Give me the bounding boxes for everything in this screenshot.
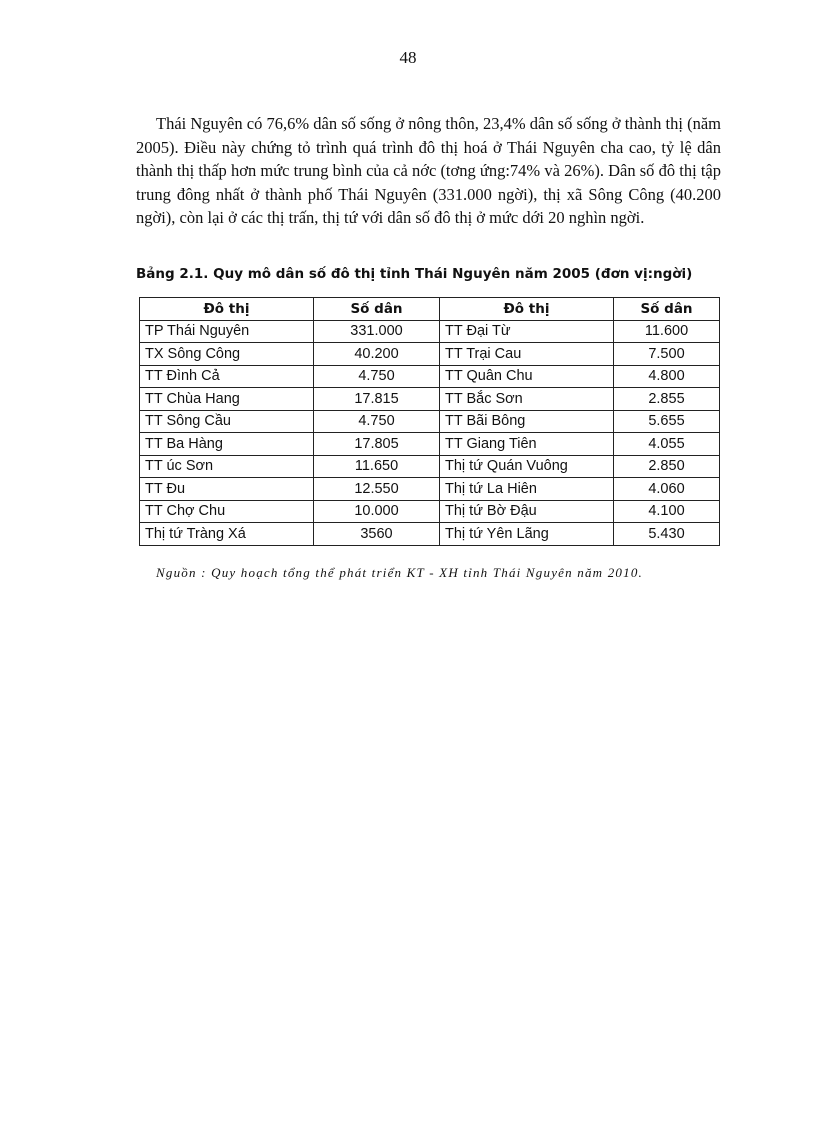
cell-urban-area: TT Sông Cầu (140, 410, 314, 433)
population-table (139, 297, 720, 546)
header-population-2: Số dân (614, 298, 720, 321)
cell-urban-area: TT Chùa Hang (140, 388, 314, 411)
cell-population: 10.000 (314, 500, 440, 523)
cell-population: 17.815 (314, 388, 440, 411)
cell-population: 5.430 (614, 523, 720, 546)
table-row (140, 410, 720, 433)
cell-population: 2.855 (614, 388, 720, 411)
table-row (140, 433, 720, 456)
cell-urban-area: TX Sông Công (140, 343, 314, 366)
body-paragraph: Thái Nguyên có 76,6% dân số sống ở nông thôn, 23,4% dân số sống ở thành thị (năm 2005). Điều này chứng tỏ trình quá trình đô thị hoá ở Thái Nguyên cha cao, tỷ lệ dân thành thị thấp hơn mức trung bình của cả nớc (tơng ứng:74% và 26%). Dân số đô thị tập trung đông nhất ở thành phố Thái Nguyên (331.000 ngời), thị xã Sông Công (40.200 ngời), còn lại ở các thị trấn, thị tứ với dân số đô thị ở mức dới 20 nghìn ngời. (136, 114, 721, 227)
cell-population: 40.200 (314, 343, 440, 366)
cell-population: 4.800 (614, 365, 720, 388)
cell-urban-area: TT Đại Từ (440, 320, 614, 343)
cell-urban-area: TT Bắc Sơn (440, 388, 614, 411)
cell-population: 2.850 (614, 455, 720, 478)
table-row (140, 478, 720, 501)
cell-population: 4.060 (614, 478, 720, 501)
cell-urban-area: TT Giang Tiên (440, 433, 614, 456)
cell-population: 331.000 (314, 320, 440, 343)
cell-urban-area: TT Chợ Chu (140, 500, 314, 523)
table-caption: Bảng 2.1. Quy mô dân số đô thị tỉnh Thái Nguyên năm 2005 (đơn vị:ngời) (136, 266, 693, 282)
cell-urban-area: TT Đu (140, 478, 314, 501)
page-number: 48 (399, 48, 417, 67)
cell-urban-area: Thị tứ Bờ Đậu (440, 500, 614, 523)
table-row (140, 500, 720, 523)
header-urban-area-1: Đô thị (140, 298, 314, 321)
cell-urban-area: TT Ba Hàng (140, 433, 314, 456)
cell-urban-area: TT Bãi Bông (440, 410, 614, 433)
cell-population: 12.550 (314, 478, 440, 501)
table-row (140, 320, 720, 343)
cell-population: 3560 (314, 523, 440, 546)
table-source-note: Nguồn : Quy hoạch tổng thể phát triển KT - XH tỉnh Thái Nguyên năm 2010. (156, 565, 643, 580)
cell-population: 4.750 (314, 410, 440, 433)
cell-urban-area: Thị tứ Tràng Xá (140, 523, 314, 546)
cell-population: 4.100 (614, 500, 720, 523)
header-urban-area-2: Đô thị (440, 298, 614, 321)
table-row (140, 365, 720, 388)
cell-population: 11.650 (314, 455, 440, 478)
cell-population: 11.600 (614, 320, 720, 343)
cell-urban-area: TT úc Sơn (140, 455, 314, 478)
table-row (140, 388, 720, 411)
table-row (140, 523, 720, 546)
cell-population: 5.655 (614, 410, 720, 433)
cell-urban-area: TP Thái Nguyên (140, 320, 314, 343)
cell-urban-area: TT Đình Cả (140, 365, 314, 388)
table-body (140, 320, 720, 545)
cell-urban-area: TT Trại Cau (440, 343, 614, 366)
cell-urban-area: TT Quân Chu (440, 365, 614, 388)
cell-population: 17.805 (314, 433, 440, 456)
cell-population: 7.500 (614, 343, 720, 366)
table-row (140, 343, 720, 366)
cell-urban-area: Thị tứ La Hiên (440, 478, 614, 501)
cell-population: 4.055 (614, 433, 720, 456)
cell-population: 4.750 (314, 365, 440, 388)
header-population-1: Số dân (314, 298, 440, 321)
table-row (140, 455, 720, 478)
cell-urban-area: Thị tứ Yên Lãng (440, 523, 614, 546)
cell-urban-area: Thị tứ Quán Vuông (440, 455, 614, 478)
table-header-row (140, 298, 720, 321)
